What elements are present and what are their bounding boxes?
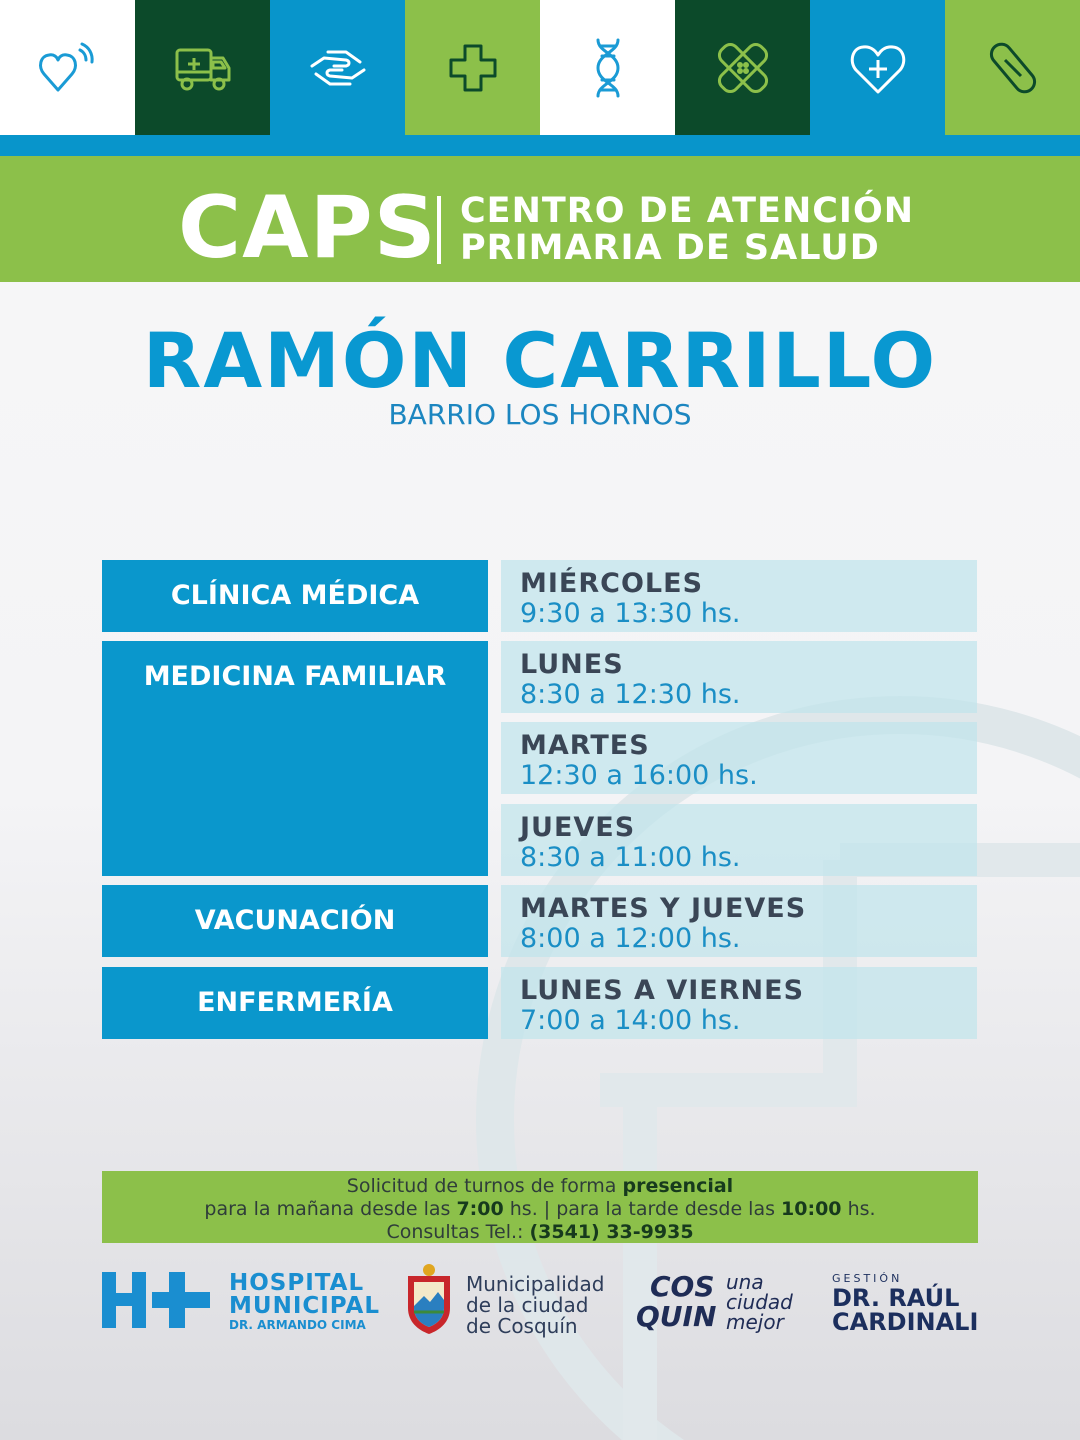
gestion-text: GESTIÓN xyxy=(832,1272,903,1285)
caps-title: CAPS xyxy=(178,178,437,278)
appointment-info xyxy=(102,1171,978,1243)
tile-pill xyxy=(945,0,1080,135)
service-label: MEDICINA FAMILIAR xyxy=(143,661,447,692)
slot-time: 12:30 a 16:00 hs. xyxy=(520,760,758,791)
slot-time: 8:30 a 11:00 hs. xyxy=(520,842,741,873)
slot-day: LUNES xyxy=(520,649,624,680)
hospital-name xyxy=(229,1272,380,1332)
service-box xyxy=(102,641,488,876)
cos-text: COS xyxy=(650,1270,715,1303)
mejor-text: mejor xyxy=(726,1310,784,1334)
muni-line2: de la ciudad xyxy=(466,1293,589,1317)
pill-icon xyxy=(981,36,1045,100)
cardinali-logo xyxy=(832,1272,978,1334)
center-name: RAMÓN CARRILLO xyxy=(142,316,938,405)
slot-time: 8:30 a 12:30 hs. xyxy=(520,679,741,710)
hospital-logo-icon xyxy=(102,1272,212,1328)
caps-subtitle xyxy=(460,193,914,267)
una-text: una xyxy=(726,1270,764,1294)
schedule-slot xyxy=(501,641,977,713)
tile-heart-signal xyxy=(0,0,135,135)
schedule-slot xyxy=(501,967,977,1039)
heart-signal-icon xyxy=(36,36,100,100)
service-box xyxy=(102,560,488,632)
tile-handshake xyxy=(270,0,405,135)
info-text: para la mañana desde las xyxy=(204,1198,457,1220)
heart-cross-icon xyxy=(846,36,910,100)
caps-subtitle-line1: CENTRO DE ATENCIÓN xyxy=(460,191,914,231)
info-text: hs. | para la tarde desde las xyxy=(503,1198,782,1220)
info-bold: 10:00 xyxy=(781,1198,842,1220)
municipality-name xyxy=(466,1274,604,1337)
info-line-1 xyxy=(102,1175,978,1198)
slot-day: JUEVES xyxy=(520,812,636,843)
slot-time: 8:00 a 12:00 hs. xyxy=(520,923,741,954)
slot-day: MARTES Y JUEVES xyxy=(520,893,807,924)
tile-bandage xyxy=(675,0,810,135)
center-neighborhood: BARRIO LOS HORNOS xyxy=(388,398,692,431)
slot-time: 9:30 a 13:30 hs. xyxy=(520,598,741,629)
icon-row xyxy=(0,0,1080,135)
tile-ambulance xyxy=(135,0,270,135)
info-text: Consultas Tel.: xyxy=(386,1221,530,1243)
tile-dna xyxy=(540,0,675,135)
blue-strip xyxy=(0,135,1080,156)
schedule-slot xyxy=(501,560,977,632)
info-bold: presencial xyxy=(622,1175,734,1197)
service-label: CLÍNICA MÉDICA xyxy=(170,580,420,611)
medical-cross-icon xyxy=(441,36,505,100)
handshake-icon xyxy=(306,36,370,100)
info-text: hs. xyxy=(841,1198,876,1220)
muni-line3: de Cosquín xyxy=(466,1314,578,1338)
schedule-slot xyxy=(501,722,977,794)
slot-time: 7:00 a 14:00 hs. xyxy=(520,1005,741,1036)
dna-icon xyxy=(576,36,640,100)
municipal-shield-icon xyxy=(402,1262,456,1336)
muni-line1: Municipalidad xyxy=(466,1272,605,1296)
phone-number: (3541) 33-9935 xyxy=(529,1221,694,1243)
service-label: VACUNACIÓN xyxy=(194,905,396,936)
service-label: ENFERMERÍA xyxy=(197,987,393,1018)
slot-day: MARTES xyxy=(520,730,650,761)
cardinali-text: CARDINALI xyxy=(832,1308,979,1336)
schedule-slot xyxy=(501,804,977,876)
service-box xyxy=(102,967,488,1039)
info-text: Solicitud de turnos de forma xyxy=(346,1175,623,1197)
slot-day: MIÉRCOLES xyxy=(520,568,704,599)
info-bold: 7:00 xyxy=(456,1198,504,1220)
slot-day: LUNES A VIERNES xyxy=(520,975,805,1006)
ciudad-text: ciudad xyxy=(726,1290,793,1314)
tile-heart-cross xyxy=(810,0,945,135)
hospital-line3: DR. ARMANDO CIMA xyxy=(229,1318,366,1332)
quin-text: QUIN xyxy=(636,1300,717,1333)
schedule-slot xyxy=(501,885,977,957)
tile-medical-cross xyxy=(405,0,540,135)
info-line-3 xyxy=(102,1221,978,1244)
dr-text: DR. RAÚL xyxy=(832,1284,960,1312)
service-box xyxy=(102,885,488,957)
hospital-line2: MUNICIPAL xyxy=(229,1293,381,1319)
ambulance-icon xyxy=(171,36,235,100)
hospital-line1: HOSPITAL xyxy=(229,1270,365,1296)
bandage-icon xyxy=(711,36,775,100)
info-line-2 xyxy=(102,1198,978,1221)
caps-subtitle-line2: PRIMARIA DE SALUD xyxy=(460,228,880,268)
caps-divider xyxy=(437,196,441,264)
